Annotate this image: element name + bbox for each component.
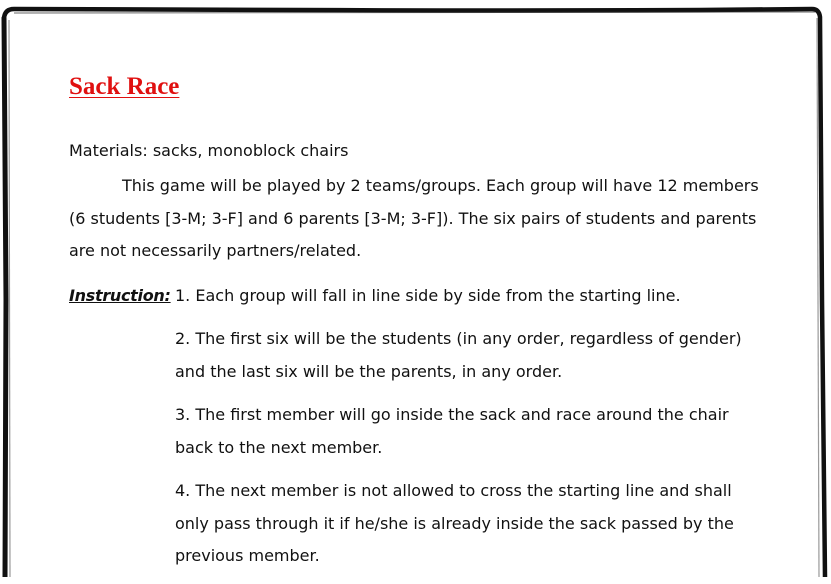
document-body bbox=[69, 70, 769, 584]
instructions-section bbox=[69, 280, 769, 584]
materials-line: Materials: sacks, monoblock chairs bbox=[69, 141, 349, 160]
steps-list bbox=[175, 280, 769, 584]
step-item: 4. The next member is not allowed to cross the starting line and shall only pass through it if he/she is already inside the sack passed by the previous member. bbox=[175, 481, 734, 565]
step-item: 2. The first six will be the students (in any order, regardless of gender) and the last six will be the parents, in any order. bbox=[175, 329, 742, 381]
step-item: 1. Each group will fall in line side by side from the starting line. bbox=[175, 285, 681, 305]
document-title: Sack Race bbox=[69, 73, 180, 100]
intro-paragraph: This game will be played by 2 teams/groups. Each group will have 12 members (6 students [3-M; 3-F] and 6 parents [3-M; 3-F]). The six pairs of students and parents are not necessarily partners/related. bbox=[69, 176, 759, 260]
step-item: 3. The first member will go inside the sack and race around the chair back to the next member. bbox=[175, 405, 729, 457]
instruction-label: Instruction: bbox=[69, 285, 171, 305]
